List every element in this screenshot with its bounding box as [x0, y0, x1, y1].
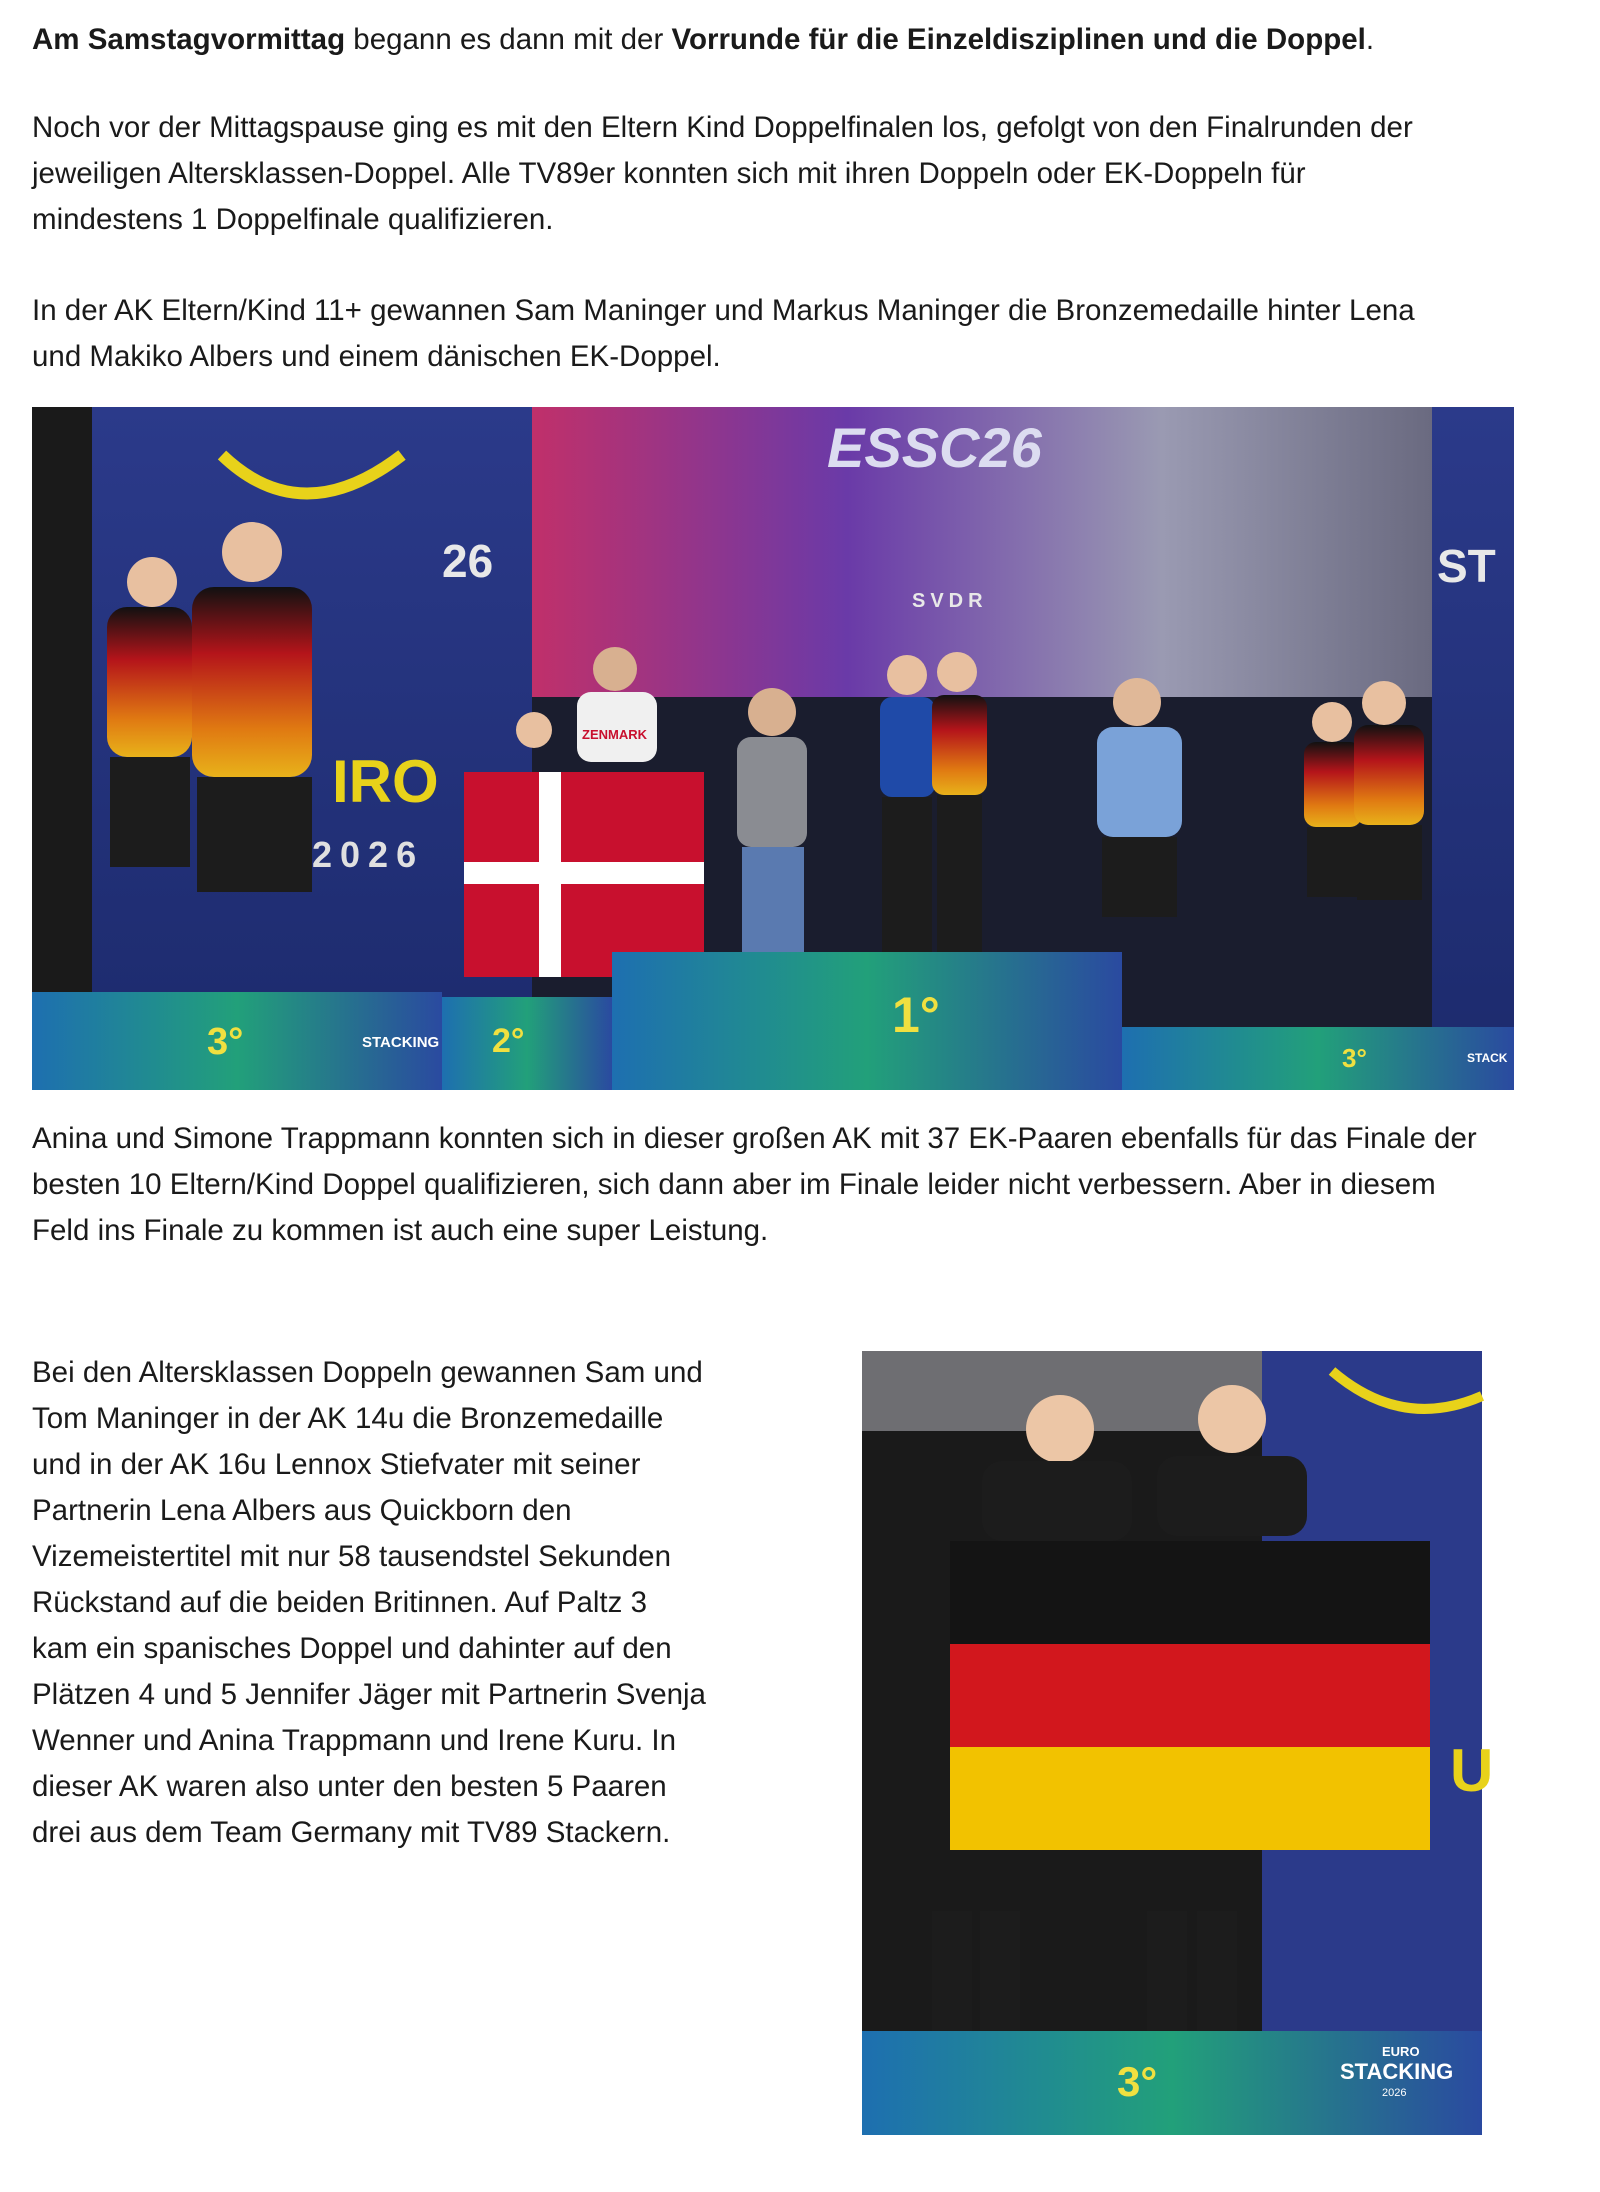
bold-vorrunde: Vorrunde für die Einzeldisziplinen und die Doppel [671, 23, 1366, 56]
boy-left-legs-2 [980, 1911, 1020, 2031]
girl-gold-head [937, 652, 977, 692]
intro-text: begann es dann mit der [345, 23, 672, 56]
screen-subtitle: SVDR [912, 590, 988, 612]
boy-right-shirt [1157, 1456, 1307, 1536]
official-shorts [1102, 837, 1177, 917]
boy-right-legs-2 [1197, 1911, 1237, 2031]
line: Vizemeistertitel mit nur 58 tausendstel Sekunden [32, 1540, 671, 1573]
woman-gold-shirt [880, 697, 935, 797]
line: drei aus dem Team Germany mit TV89 Stackern. [32, 1816, 671, 1849]
podium-collage-photo [32, 407, 1514, 1090]
line: Noch vor der Mittagspause ging es mit den Eltern Kind Doppelfinalen los, gefolgt von den Finalrunden der [32, 111, 1413, 144]
girl-gold-shirt [932, 695, 987, 795]
bronze-paragraph [32, 288, 1415, 380]
photo2-logo-year: 2026 [1382, 2087, 1407, 2099]
line: Bei den Altersklassen Doppeln gewannen Sam und [32, 1356, 703, 1389]
boy-right-jersey [1304, 742, 1362, 827]
screen-title: ESSC26 [827, 416, 1042, 479]
man-left-jersey [192, 587, 312, 777]
line: In der AK Eltern/Kind 11+ gewannen Sam Maninger und Markus Maninger die Bronzemedaille hinter Lena [32, 294, 1415, 327]
girl-gold-pants [937, 795, 982, 955]
intro-paragraph [32, 17, 1374, 63]
shirt-text: ZENMARK [582, 727, 647, 742]
line: besten 10 Eltern/Kind Doppel qualifizieren, sich dann aber im Finale leider nicht verbessern. Aber in diesem [32, 1168, 1436, 1201]
podium-second [442, 997, 612, 1090]
podium-3-label: 3° [1342, 1043, 1367, 1073]
boy-right-head [1312, 702, 1352, 742]
german-flag-black [950, 1541, 1430, 1644]
man-grey-head [748, 688, 796, 736]
trappmann-paragraph [32, 1116, 1477, 1254]
line: Partnerin Lena Albers aus Quickborn den [32, 1494, 572, 1527]
left-podium-logo: STACKING [362, 1034, 440, 1051]
woman-gold-head [887, 655, 927, 695]
man-right-head [1362, 681, 1406, 725]
line: und in der AK 16u Lennox Stiefvater mit seiner [32, 1448, 641, 1481]
boy-left-head [1026, 1395, 1094, 1463]
left-podium-3: 3° [207, 1021, 244, 1063]
german-flag-photo [862, 1351, 1494, 2135]
photo2-logo-main: STACKING [1340, 2059, 1454, 2084]
podium-2-label: 2° [492, 1022, 525, 1060]
line: dieser AK waren also unter den besten 5 Paaren [32, 1770, 667, 1803]
stage-banner-26: 26 [442, 535, 494, 587]
podium-1-label: 1° [892, 987, 940, 1043]
boy-right-legs [1147, 1911, 1187, 2031]
line: und Makiko Albers und einem dänischen EK-Doppel. [32, 340, 721, 373]
boy-dk-head [516, 712, 552, 748]
doppelfinale-paragraph [32, 105, 1413, 243]
official-head [1113, 678, 1161, 726]
photo2-banner-text: U [1450, 1737, 1494, 1804]
line: Tom Maninger in der AK 14u die Bronzemedaille [32, 1402, 664, 1435]
podium-first [612, 952, 1122, 1090]
podium-right-logo: STACK [1467, 1051, 1508, 1065]
man-right-shorts [1357, 825, 1422, 900]
banner-text-iro: IRO [332, 748, 439, 815]
intro-period: . [1365, 23, 1375, 56]
man-left-shorts [197, 777, 312, 892]
boy-left-shirt [982, 1461, 1132, 1541]
boy-left-head [127, 557, 177, 607]
official-shirt [1097, 727, 1182, 837]
altersklassen-paragraph [32, 1350, 706, 1856]
line: Feld ins Finale zu kommen ist auch eine super Leistung. [32, 1214, 769, 1247]
stage-banner-st: ST [1437, 540, 1496, 592]
podium-third [1122, 1027, 1514, 1090]
man-right-jersey [1354, 725, 1424, 825]
line: Plätzen 4 und 5 Jennifer Jäger mit Partnerin Svenja [32, 1678, 706, 1711]
german-flag-image [862, 1351, 1494, 2135]
line: mindestens 1 Doppelfinale qualifizieren. [32, 203, 554, 236]
boy-left-shorts [110, 757, 190, 867]
boy-left-jersey [107, 607, 192, 757]
line: kam ein spanisches Doppel und dahinter auf den [32, 1632, 672, 1665]
line: Wenner und Anina Trappmann und Irene Kuru. In [32, 1724, 676, 1757]
photo2-podium-3: 3° [1117, 2058, 1158, 2105]
man-dk-head [593, 647, 637, 691]
photo2-logo-top: EURO [1382, 2044, 1420, 2059]
boy-right-shorts [1307, 827, 1359, 897]
line: jeweiligen Altersklassen-Doppel. Alle TV89er konnten sich mit ihren Doppeln oder EK-Doppeln für [32, 157, 1306, 190]
denmark-flag-cross-h [464, 862, 704, 884]
man-grey-shirt [737, 737, 807, 847]
boy-right-head [1198, 1385, 1266, 1453]
man-left-head [222, 522, 282, 582]
german-flag-gold [950, 1747, 1430, 1850]
woman-gold-pants [882, 797, 932, 957]
stage-left-banner [442, 407, 532, 1090]
line: Anina und Simone Trappmann konnten sich in dieser großen AK mit 37 EK-Paaren ebenfalls für das Finale der [32, 1122, 1477, 1155]
banner-text-2026: 2026 [312, 834, 425, 875]
german-flag-red [950, 1644, 1430, 1747]
boy-left-legs [932, 1911, 972, 2031]
stage-right-banner [1432, 407, 1514, 1090]
left-dark-curtain [32, 407, 92, 1090]
line: Rückstand auf die beiden Britinnen. Auf Paltz 3 [32, 1586, 647, 1619]
bold-samstagvormittag: Am Samstagvormittag [32, 23, 346, 56]
podium-collage-image [32, 407, 1514, 1090]
